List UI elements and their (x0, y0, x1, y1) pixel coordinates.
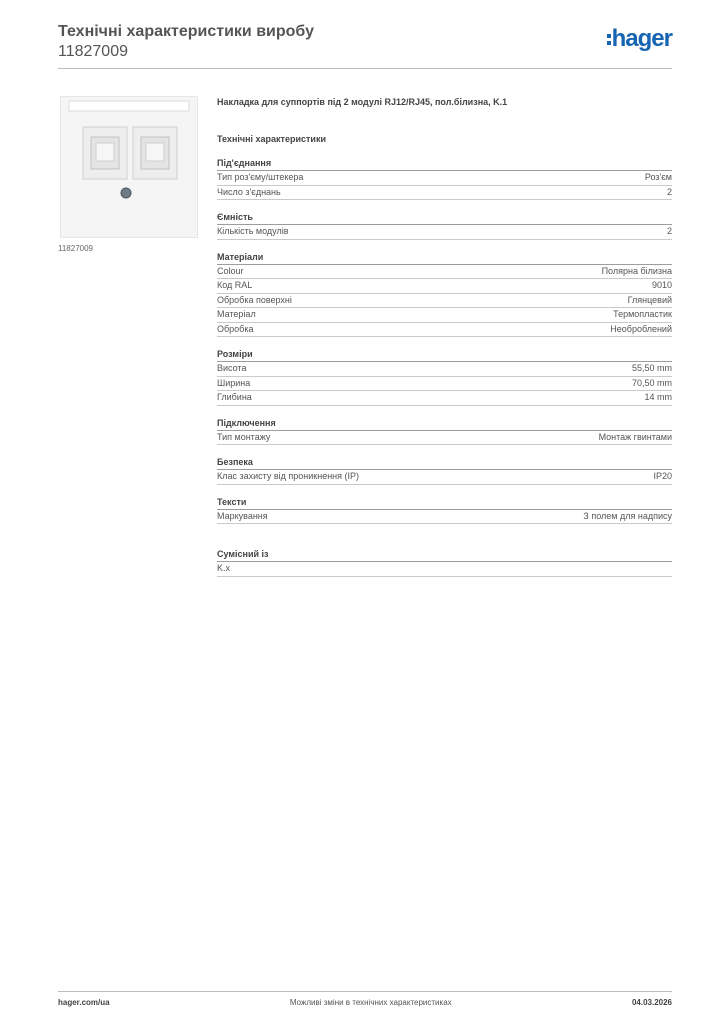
image-caption: 11827009 (58, 244, 93, 253)
footer-date: 04.03.2026 (631, 998, 672, 1007)
spec-row (217, 362, 672, 377)
spec-row (217, 323, 672, 338)
page-footer (58, 998, 672, 1007)
spec-row (217, 391, 672, 406)
spec-value: 14 mm (644, 392, 672, 402)
hager-logo (607, 26, 672, 52)
spec-section (217, 496, 672, 525)
page-header (58, 22, 672, 68)
spec-row (217, 510, 672, 525)
spec-value: З полем для надпису (583, 510, 672, 521)
product-name: Накладка для суппортів під 2 модулі RJ12/RJ45, пол.білизна, K.1 (217, 97, 508, 107)
spec-section (217, 348, 672, 406)
product-image (60, 96, 198, 238)
spec-row (217, 431, 672, 446)
spec-section (217, 211, 672, 240)
spec-section (217, 251, 672, 338)
product-code: 11827009 (58, 43, 128, 60)
specs-heading: Технічні характеристики (217, 134, 326, 144)
spec-label: Обробка (217, 323, 254, 334)
footer-website: hager.com/ua (58, 998, 110, 1007)
logo-text: hager (611, 25, 672, 52)
spec-row (217, 470, 672, 485)
spec-label: Тип роз'єму/штекера (217, 172, 304, 182)
spec-sheet (217, 94, 672, 577)
spec-label: Матеріал (217, 309, 256, 319)
spec-label: Число з'єднань (217, 186, 281, 197)
section-title: Матеріали (217, 251, 672, 265)
spec-row (217, 279, 672, 294)
spec-value: 9010 (651, 280, 672, 290)
spec-value: 2 (666, 226, 672, 236)
spec-label: Ширина (217, 377, 251, 388)
spec-row (217, 186, 672, 201)
spec-label: Тип монтажу (217, 431, 271, 442)
header-divider (58, 68, 672, 69)
spec-row (217, 294, 672, 309)
spec-label: Глибина (217, 392, 252, 402)
spec-section (217, 456, 672, 485)
spec-sections (217, 157, 672, 524)
spec-row (217, 308, 672, 323)
spec-label: Colour (217, 265, 244, 276)
spec-row (217, 265, 672, 280)
spec-section (217, 157, 672, 200)
section-title: Тексти (217, 496, 672, 510)
spec-label: Клас захисту від проникнення (IP) (217, 471, 360, 481)
faceplate-icon (61, 97, 197, 237)
spec-value: 2 (666, 186, 672, 197)
spec-label: Код RAL (217, 280, 253, 290)
spec-label: Маркування (217, 510, 268, 521)
spec-section (217, 417, 672, 446)
spec-value: IP20 (653, 471, 672, 481)
section-title: Ємність (217, 211, 672, 225)
footer-divider (58, 991, 672, 992)
spec-row (217, 377, 672, 392)
spec-row (217, 171, 672, 186)
spec-value: Монтаж гвинтами (598, 431, 672, 442)
footer-disclaimer: Можливі зміни в технічних характеристиках (289, 998, 452, 1007)
spec-value: Роз'єм (644, 172, 672, 182)
section-title: Під'єднання (217, 157, 672, 171)
section-title: Розміри (217, 348, 672, 362)
page-title: Технічні характеристики виробу (58, 23, 314, 40)
section-title: Підключення (217, 417, 672, 431)
spec-value: 55,50 mm (631, 363, 672, 373)
compatible-section (217, 548, 672, 577)
spec-label: K.x (217, 563, 231, 573)
section-title: Безпека (217, 456, 672, 470)
logo-dots-icon (607, 34, 611, 45)
spec-label: Висота (217, 363, 247, 373)
spec-value: Полярна білизна (601, 265, 672, 276)
spec-value: Глянцевий (627, 294, 672, 305)
spec-value: Необроблений (610, 323, 672, 334)
spec-row (217, 562, 672, 577)
spec-value: Термопластик (613, 309, 672, 319)
spec-value: 70,50 mm (631, 377, 672, 388)
spec-label: Обробка поверхні (217, 294, 292, 305)
spec-label: Кількість модулів (217, 226, 289, 236)
spec-row (217, 225, 672, 240)
section-title: Сумісний із (217, 548, 672, 562)
